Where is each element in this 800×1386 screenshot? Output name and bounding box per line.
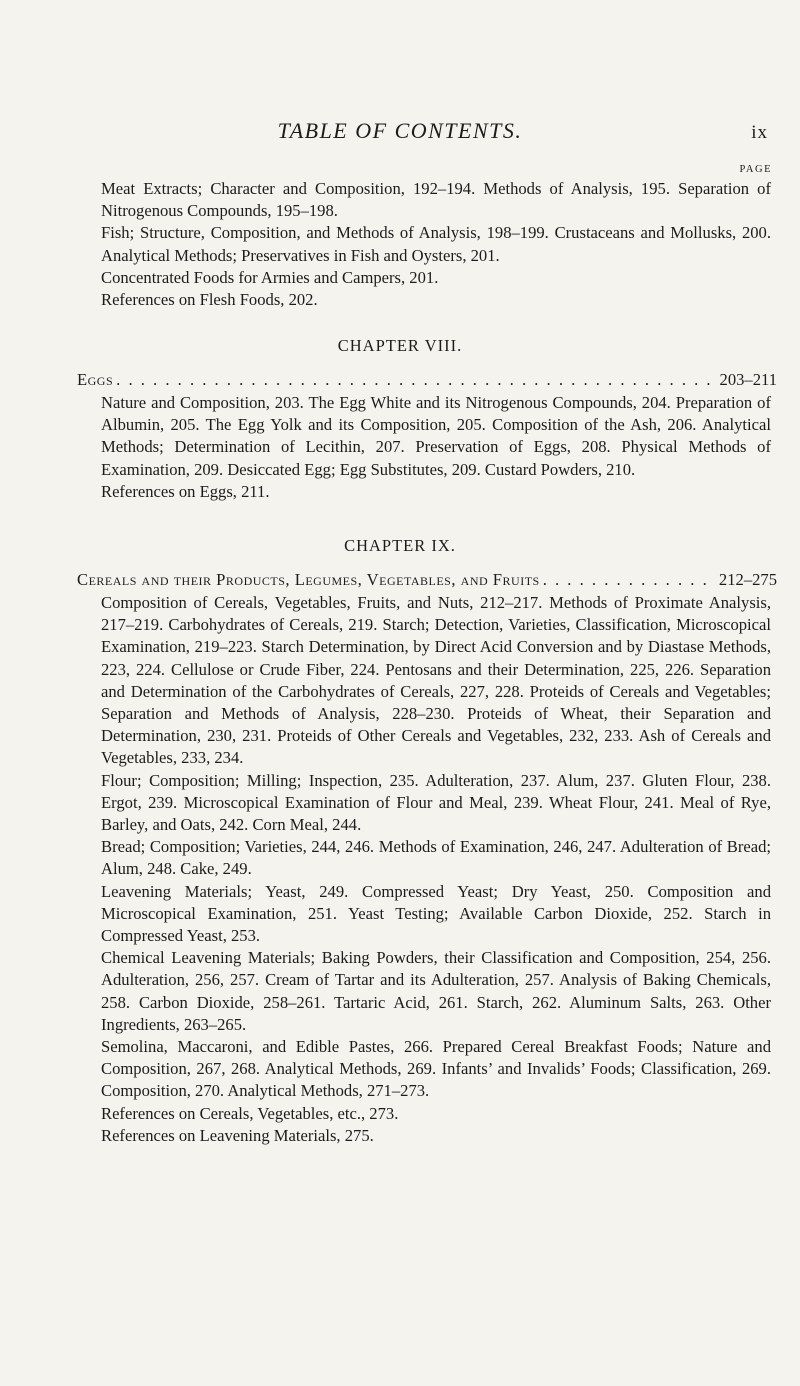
toc-paragraph: References on Leavening Materials, 275.: [101, 1125, 374, 1145]
toc-paragraph: Meat Extracts; Character and Composition, 192–194. Methods of Analysis, 195. Separation of Nitrogenous Compounds, 195–198.: [101, 179, 771, 221]
chapter-pages: 203–211: [719, 370, 777, 389]
toc-paragraph: Bread; Composition; Varieties, 244, 246. Methods of Examination, 246, 247. Adulteration of Bread; Alum, 248. Cake, 249.: [101, 837, 771, 879]
toc-paragraph: Chemical Leavening Materials; Baking Powders, their Classification and Composition, 254, 256. Adulteration, 256, 257. Cream of Tartar and its Adulteration, 257. Analysis of Baking Chemicals, 258. Carbon Dioxide, 258–261. Tartaric Acid, 261. Starch, 262. Aluminum Salts, 263. Other Ingredients, 263–265.: [101, 948, 771, 1034]
chapter-entries: [101, 592, 771, 1147]
chapter-heading: CHAPTER VIII.: [337, 336, 463, 355]
dot-leader: [543, 570, 716, 590]
chapter-entry-row: [77, 370, 777, 390]
toc-paragraph: Composition of Cereals, Vegetables, Fruits, and Nuts, 212–217. Methods of Proximate Analysis, 217–219. Carbohydrates of Cereals, 219. Starch; Detection, Varieties, Classification, Microscopical Examination, 219–223. Starch Determination, by Direct Acid Conversion and by Diastase Methods, 223, 224. Cellulose or Crude Fiber, 224. Pentosans and their Determination, 225, 226. Separation and Determination of the Carbohydrates of Cereals, 227, 228. Proteids of Cereals and Vegetables; Separation and Methods of Analysis, 228–230. Proteids of Wheat, their Separation and Determination, 230, 231. Proteids of Other Cereals and Vegetables, 232, 233. Ash of Cereals and Vegetables, 233, 234.: [101, 593, 771, 768]
toc-paragraph: References on Cereals, Vegetables, etc., 273.: [101, 1103, 399, 1123]
toc-paragraph: Concentrated Foods for Armies and Campers, 201.: [101, 267, 439, 287]
toc-paragraph: Semolina, Maccaroni, and Edible Pastes, 266. Prepared Cereal Breakfast Foods; Nature and Composition, 267, 268. Analytical Methods, 269. Infants’ and Invalids’ Foods; Classification, 269. Composition, 270. Analytical Methods, 271–273.: [101, 1037, 771, 1101]
toc-paragraph: Fish; Structure, Composition, and Methods of Analysis, 198–199. Crustaceans and Mollusks, 200. Analytical Methods; Preservatives in Fish and Oysters, 201.: [101, 223, 771, 265]
toc-paragraph: References on Eggs, 211.: [101, 481, 270, 501]
chapter-entry-row: [77, 570, 777, 590]
chapter-pages: 212–275: [718, 570, 777, 589]
carryover-entries: [101, 178, 771, 311]
page-number: ix: [751, 122, 768, 143]
chapter-title: Cereals and their Products, Legumes, Vegetables, and Fruits: [77, 570, 540, 589]
running-head: [0, 118, 800, 144]
chapter-heading: CHAPTER IX.: [344, 536, 456, 555]
chapter-entries: [101, 392, 771, 503]
page-column-label: PAGE: [739, 164, 772, 175]
running-title: TABLE OF CONTENTS.: [277, 118, 523, 143]
toc-paragraph: Flour; Composition; Milling; Inspection, 235. Adulteration, 237. Alum, 237. Gluten Flour, 238. Ergot, 239. Microscopical Examination of Flour and Meal, 239. Wheat Flour, 241. Meal of Rye, Barley, and Oats, 242. Corn Meal, 244.: [101, 770, 771, 835]
toc-paragraph: Nature and Composition, 203. The Egg White and its Nitrogenous Compounds, 204. Preparation of Albumin, 205. The Egg Yolk and its Composition, 205. Composition of the Ash, 206. Analytical Methods; Determination of Lecithin, 207. Preservation of Eggs, 208. Physical Methods of Examination, 209. Desiccated Egg; Egg Substitutes, 209. Custard Powders, 210.: [101, 393, 771, 479]
chapter-title: Eggs: [77, 370, 114, 389]
toc-paragraph: Leavening Materials; Yeast, 249. Compressed Yeast; Dry Yeast, 250. Composition and Microscopical Examination, 251. Yeast Testing; Available Carbon Dioxide, 252. Starch in Compressed Yeast, 253.: [101, 881, 771, 946]
dot-leader: [116, 370, 716, 390]
toc-paragraph: References on Flesh Foods, 202.: [101, 290, 318, 310]
